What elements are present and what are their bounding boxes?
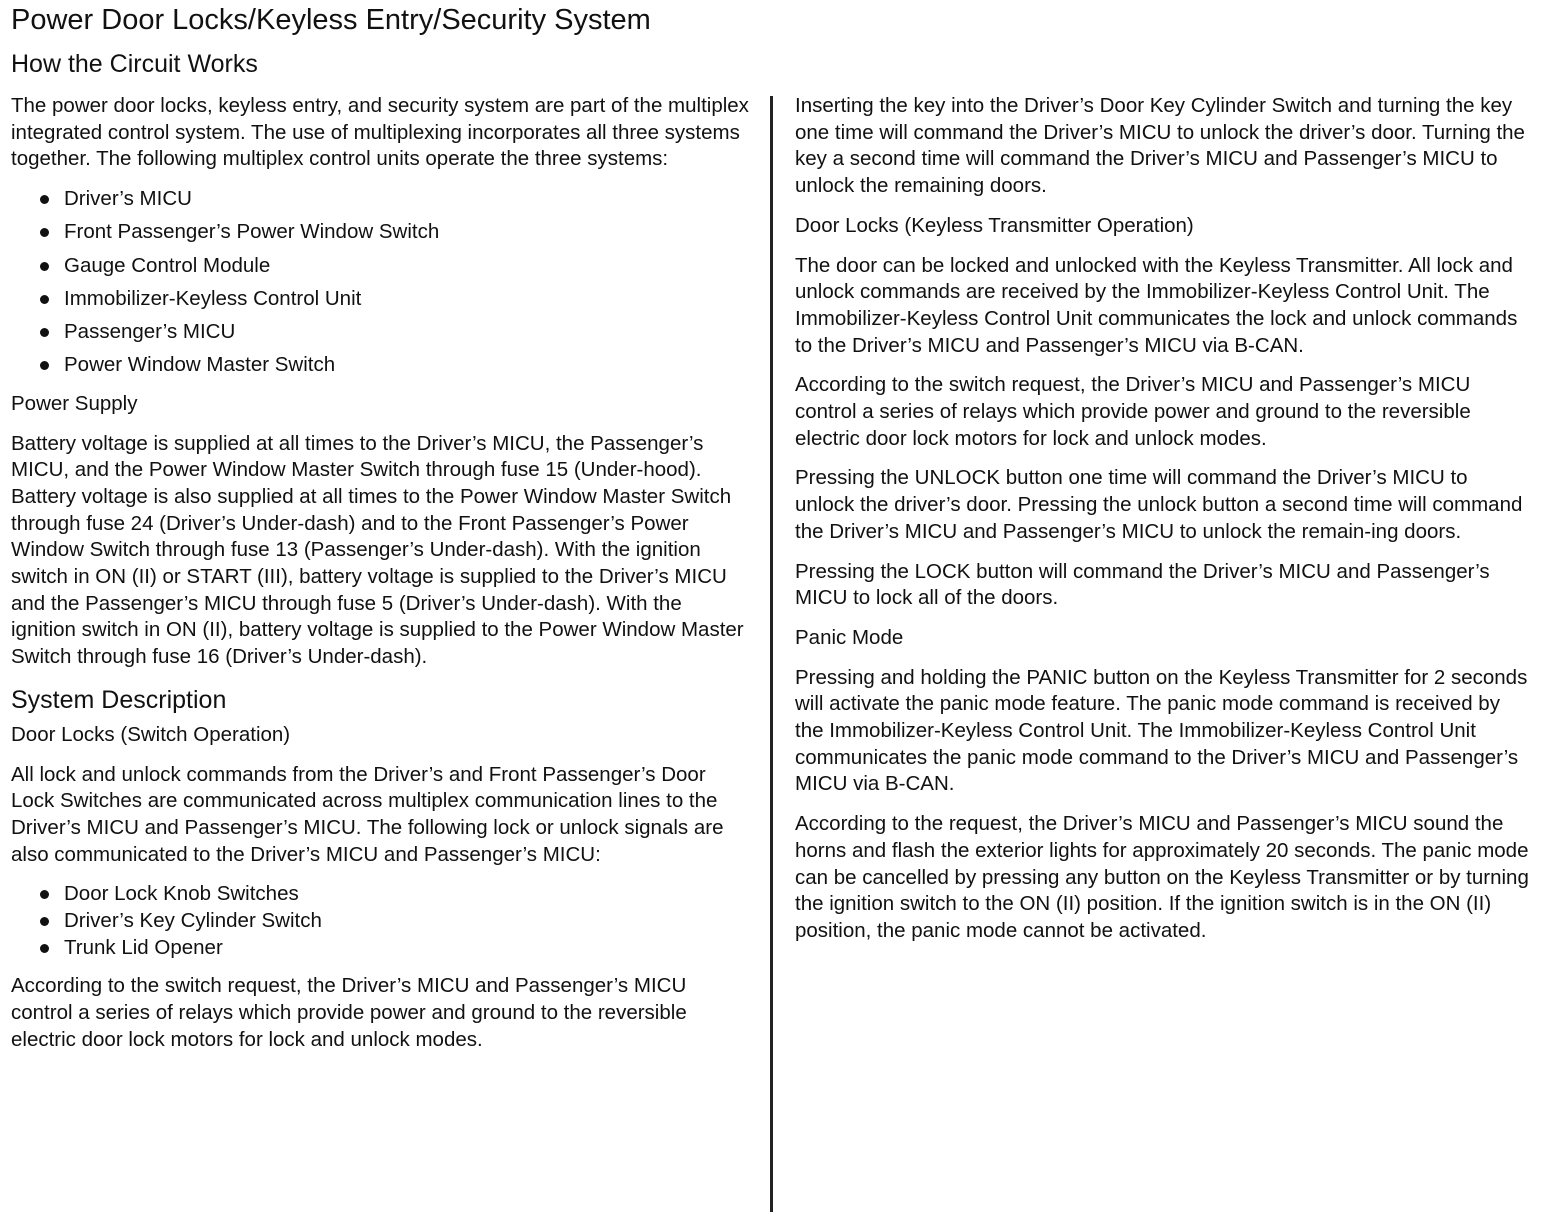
door-locks-switch-heading: Door Locks (Switch Operation) <box>11 722 291 746</box>
bullet-icon <box>40 195 49 204</box>
control-units-list <box>11 186 751 379</box>
signal-sources-list <box>11 881 751 961</box>
list-item <box>11 352 751 379</box>
right-column <box>795 93 1532 958</box>
list-item-text: Driver’s MICU <box>64 187 192 211</box>
switch-request-paragraph: According to the switch request, the Driver’s MICU and Passenger’s MICU control a series of relays which provide power and ground to the reversible electric door lock motors for lock and unlock modes. <box>11 974 687 1051</box>
section-heading: How the Circuit Works <box>11 50 258 78</box>
list-item-text: Gauge Control Module <box>64 253 271 277</box>
keyless-paragraph: The door can be locked and unlocked with the Keyless Transmitter. All lock and unlock commands are received by the Immobilizer-Keyless Control Unit. The Immobilizer-Keyless Control Unit communicates the lock and unlock commands to the Driver’s MICU and Passenger’s MICU via B-CAN. <box>795 253 1518 357</box>
list-item <box>11 286 751 313</box>
power-supply-paragraph: Battery voltage is supplied at all times to the Driver’s MICU, the Passenger’s MICU, and the Power Window Master Switch through fuse 15 (Under-hood). Battery voltage is also supplied at all times to the Power Window Master Switch through fuse 24 (Driver’s Under-dash) and to the Front Passenger’s Power Window Switch through fuse 13 (Passenger’s Under-dash). With the ignition switch in ON (II) or START (III), battery voltage is supplied to the Driver’s MICU and the Passenger’s MICU through fuse 5 (Driver’s Under-dash). With the ignition switch in ON (II), battery voltage is supplied to the Power Window Master Switch through fuse 16 (Driver’s Under-dash). <box>11 431 744 669</box>
column-divider <box>770 96 773 1212</box>
switch-request-paragraph: According to the switch request, the Driver’s MICU and Passenger’s MICU control a series of relays which provide power and ground to the reversible electric door lock motors for lock and unlock modes. <box>795 373 1471 450</box>
panic-request-paragraph: According to the request, the Driver’s MICU and Passenger’s MICU sound the horns and flash the exterior lights for approximately 20 seconds. The panic mode can be cancelled by pressing any button on the Keyless Transmitter or by turning the ignition switch to the ON (II) position. If the ignition switch is in the ON (II) position, the panic mode cannot be activated. <box>795 812 1529 942</box>
bullet-icon <box>40 917 49 926</box>
bullet-icon <box>40 944 49 953</box>
list-item <box>11 253 751 280</box>
bullet-icon <box>40 228 49 237</box>
list-item <box>11 881 751 908</box>
page-title: Power Door Locks/Keyless Entry/Security System <box>11 4 651 36</box>
list-item-text: Power Window Master Switch <box>64 353 336 377</box>
list-item-text: Passenger’s MICU <box>64 319 236 343</box>
list-item-text: Door Lock Knob Switches <box>64 882 299 906</box>
list-item-text: Trunk Lid Opener <box>64 935 223 959</box>
lock-paragraph: Pressing the LOCK button will command the Driver’s MICU and Passenger’s MICU to lock all of the doors. <box>795 559 1490 610</box>
bullet-icon <box>40 361 49 370</box>
bullet-icon <box>40 328 49 337</box>
list-item-text: Driver’s Key Cylinder Switch <box>64 909 322 933</box>
panic-mode-heading: Panic Mode <box>795 625 904 649</box>
list-item <box>11 908 751 935</box>
bullet-icon <box>40 295 49 304</box>
list-item <box>11 219 751 246</box>
list-item-text: Immobilizer-Keyless Control Unit <box>64 286 362 310</box>
key-cylinder-paragraph: Inserting the key into the Driver’s Door Key Cylinder Switch and turning the key one time will command the Driver’s MICU to unlock the driver’s door. Turning the key a second time will command the Driver’s MICU and Passenger’s MICU to unlock the remaining doors. <box>795 94 1525 198</box>
list-item <box>11 935 751 962</box>
list-item-text: Front Passenger’s Power Window Switch <box>64 220 440 244</box>
door-locks-switch-paragraph: All lock and unlock commands from the Driver’s and Front Passenger’s Door Lock Switches are communicated across multiplex communication lines to the Driver’s MICU and Passenger’s MICU. The following lock or unlock signals are also communicated to the Driver’s MICU and Passenger’s MICU: <box>11 762 724 866</box>
list-item <box>11 186 751 213</box>
panic-mode-paragraph: Pressing and holding the PANIC button on the Keyless Transmitter for 2 seconds will activate the panic mode feature. The panic mode command is received by the Immobilizer-Keyless Control Unit. The Immobilizer-Keyless Control Unit communicates the panic mode command to the Driver’s MICU and Passenger’s MICU via B-CAN. <box>795 665 1528 796</box>
bullet-icon <box>40 262 49 271</box>
keyless-heading: Door Locks (Keyless Transmitter Operation) <box>795 213 1194 237</box>
intro-paragraph: The power door locks, keyless entry, and security system are part of the multiplex integrated control system. The use of multiplexing incorporates all three systems together. The following multiplex control units operate the three systems: <box>11 94 749 171</box>
list-item <box>11 319 751 346</box>
power-supply-heading: Power Supply <box>11 391 138 415</box>
left-column <box>11 93 751 1067</box>
unlock-paragraph: Pressing the UNLOCK button one time will command the Driver’s MICU to unlock the driver’s door. Pressing the unlock button a second time will command the Driver’s MICU and Passenger’s MICU to unlock the remain-ing doors. <box>795 466 1523 543</box>
bullet-icon <box>40 890 49 899</box>
system-description-heading: System Description <box>11 685 227 714</box>
